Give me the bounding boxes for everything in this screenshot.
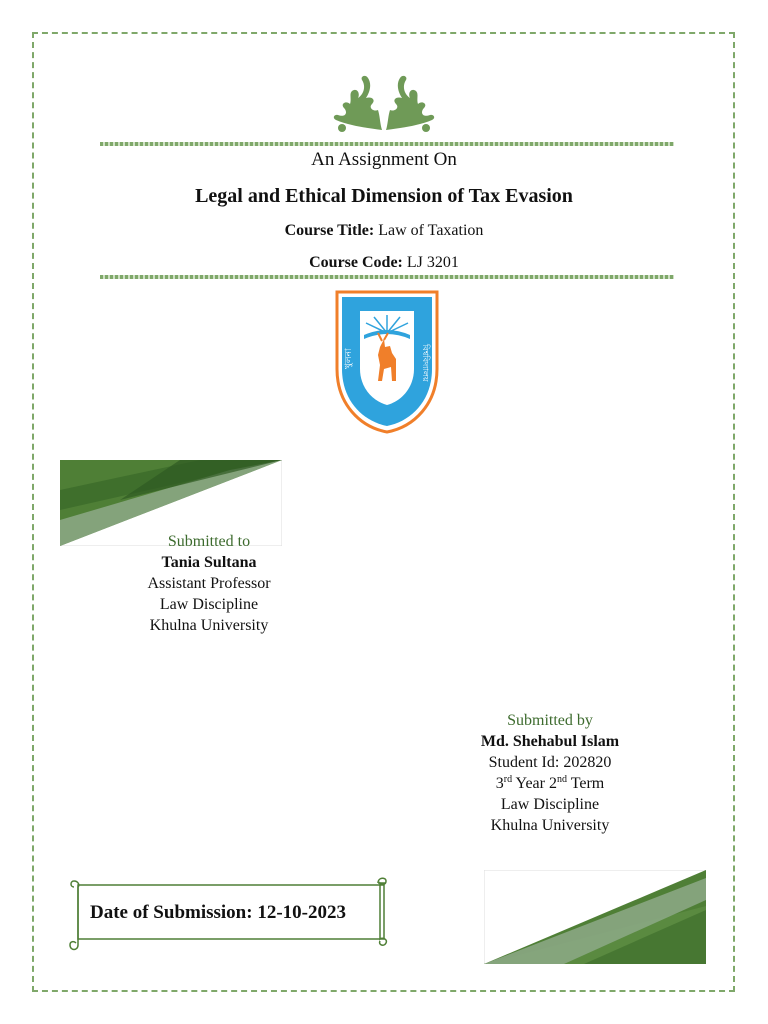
submitted-to-block (100, 531, 318, 636)
student-department: Law Discipline (500, 796, 600, 813)
student-year-term: 3rd Year 2nd Term (495, 774, 605, 792)
svg-text:খুলনা: খুলনা (344, 348, 354, 369)
assignment-title: Legal and Ethical Dimension of Tax Evasion (195, 185, 573, 207)
supervisor-name: Tania Sultana (161, 554, 257, 571)
course-title-value: Law of Taxation (378, 222, 484, 239)
assignment-heading: An Assignment On (311, 149, 457, 170)
student-university: Khulna University (490, 817, 610, 834)
course-code-label: Course Code: (309, 254, 403, 271)
submitted-by-block (448, 710, 652, 836)
submitted-to-label: Submitted to (167, 533, 251, 550)
top-divider (100, 142, 674, 146)
course-title-label: Course Title: (284, 222, 375, 239)
student-name: Md. Shehabul Islam (480, 733, 620, 750)
bottom-divider (100, 275, 674, 279)
decorative-banner-right (484, 870, 706, 964)
svg-text:বিশ্ববিদ্যালয়: বিশ্ববিদ্যালয় (421, 344, 430, 382)
course-code-value: LJ 3201 (406, 254, 459, 271)
student-id: Student Id: 202820 (488, 754, 612, 771)
supervisor-designation: Assistant Professor (147, 575, 271, 592)
floral-ornament-icon (328, 70, 440, 136)
course-title-line (0, 222, 768, 240)
university-emblem-icon (334, 289, 440, 435)
course-code-line (0, 254, 768, 272)
supervisor-university: Khulna University (149, 617, 269, 634)
submission-date: Date of Submission: 12-10-2023 (90, 902, 346, 923)
submitted-by-label: Submitted by (507, 712, 593, 729)
supervisor-department: Law Discipline (159, 596, 259, 613)
